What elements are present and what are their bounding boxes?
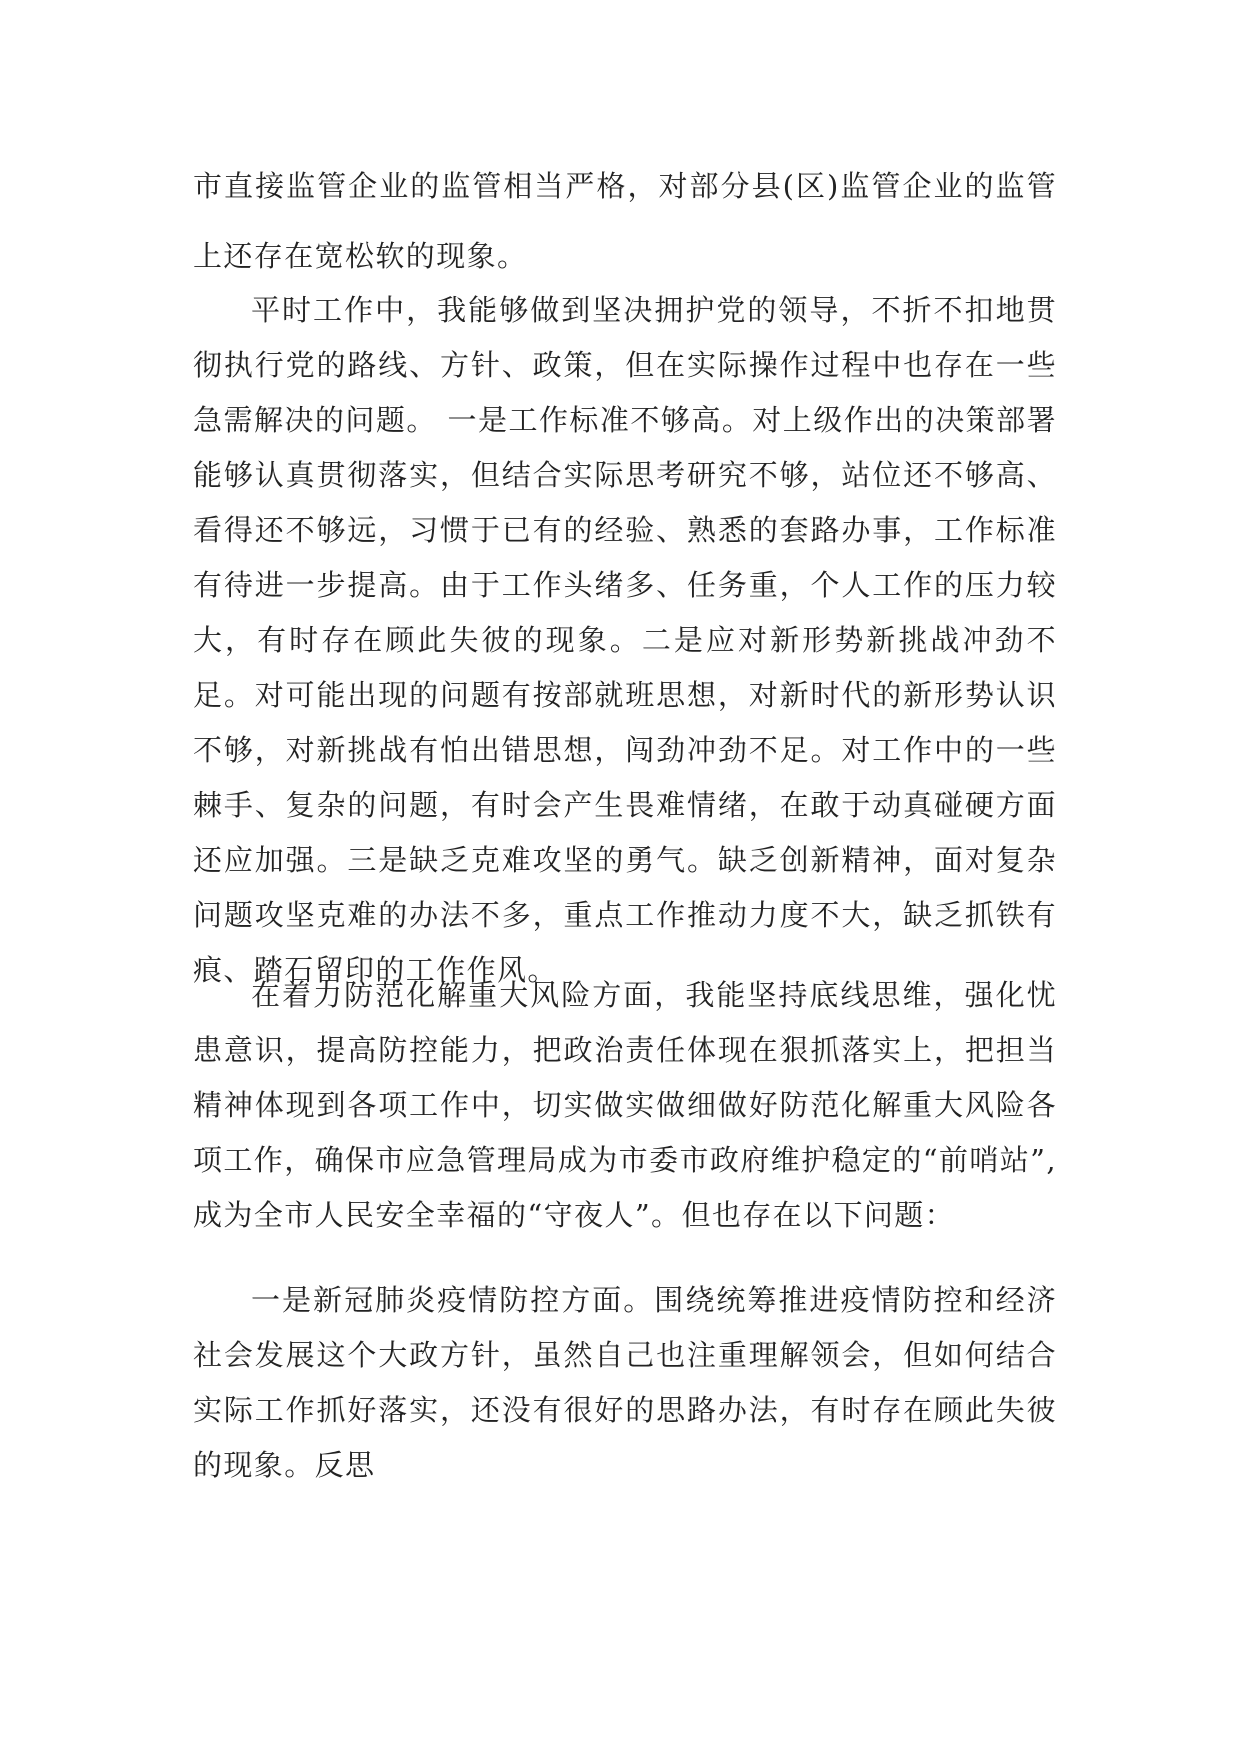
paragraph-2: 平时工作中，我能够做到坚决拥护党的领导，不折不扣地贯彻执行党的路线、方针、政策，但在实际操作过程中也存在一些急需解决的问题。 一是工作标准不够高。对上级作出的决策部署能够认真贯彻落实，但结合实际思考研究不够，站位还不够高、看得还不够远，习惯于已有的经验、熟悉的套路办事，工作标准有待进一步提高。由于工作头绪多、任务重，个人工作的压力较大，有时存在顾此失彼的现象。二是应对新形势新挑战冲劲不足。对可能出现的问题有按部就班思想，对新时代的新形势认识不够，对新挑战有怕出错思想，闯劲冲劲不足。对工作中的一些棘手、复杂的问题，有时会产生畏难情绪，在敢于动真碰硬方面还应加强。三是缺乏克难攻坚的勇气。缺乏创新精神，面对复杂问题攻坚克难的办法不多，重点工作推动力度不大，缺乏抓铁有痕、踏石留印的工作作风。	[193, 293, 1057, 987]
paragraph-4: 一是新冠肺炎疫情防控方面。围绕统筹推进疫情防控和经济社会发展这个大政方针，虽然自己也注重理解领会，但如何结合实际工作抓好落实，还没有很好的思路办法，有时存在顾此失彼的现象。反思	[193, 1283, 1057, 1482]
paragraph-3: 在着力防范化解重大风险方面，我能坚持底线思维，强化忧患意识，提高防控能力，把政治责任体现在狠抓落实上，把担当精神体现到各项工作中，切实做实做细做好防范化解重大风险各项工作，确保市应急管理局成为市委市政府维护稳定的“前哨站”,成为全市人民安全幸福的“守夜人”。但也存在以下问题：	[193, 978, 1057, 1232]
paragraph-1: 市直接监管企业的监管相当严格，对部分县(区)监管企业的监管上还存在宽松软的现象。	[193, 169, 1057, 273]
